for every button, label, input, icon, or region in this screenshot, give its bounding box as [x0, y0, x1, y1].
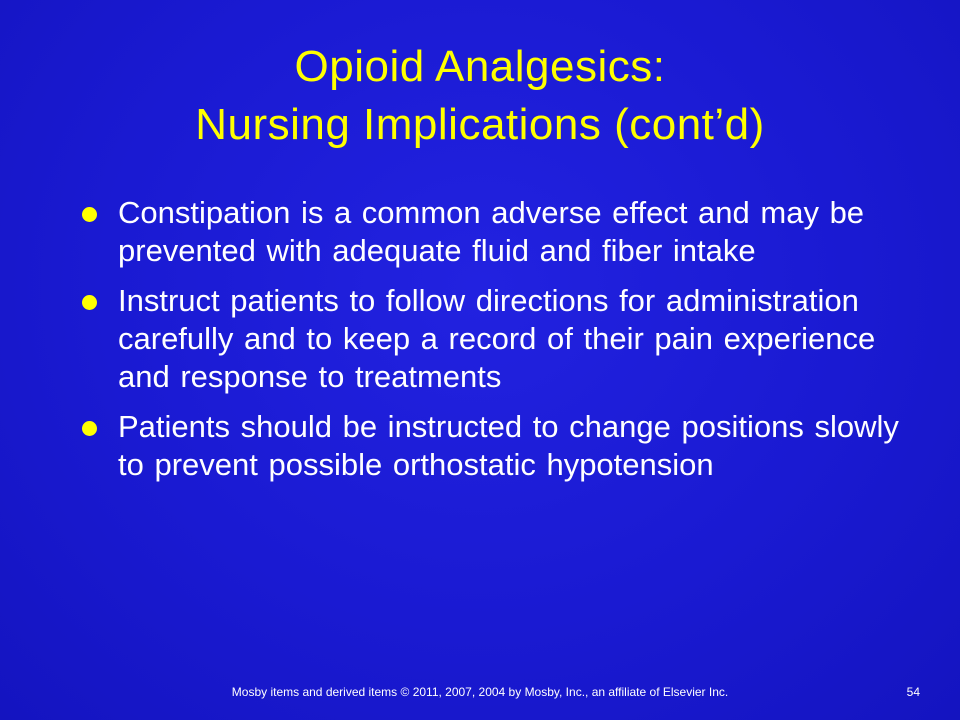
title-line-1: Opioid Analgesics:	[294, 42, 666, 91]
bullet-item	[80, 408, 900, 484]
title-line-2: Nursing Implications (cont’d)	[195, 100, 765, 149]
bullet-dot-icon	[82, 207, 97, 222]
slide-title	[60, 38, 900, 154]
bullet-text: Constipation is a common adverse effect and may be prevented with adequate fluid and fiber intake	[118, 195, 865, 268]
bullet-dot-icon	[82, 295, 97, 310]
bullet-text: Instruct patients to follow directions for administration carefully and to keep a record of their pain experience and response to treatments	[118, 283, 876, 394]
bullet-item	[80, 282, 900, 396]
bullet-item	[80, 194, 900, 270]
page-number: 54	[906, 685, 920, 699]
bullet-list	[80, 194, 900, 496]
copyright-footer: Mosby items and derived items © 2011, 2007, 2004 by Mosby, Inc., an affiliate of Elsevier Inc.	[231, 685, 729, 699]
bullet-dot-icon	[82, 421, 97, 436]
bullet-text: Patients should be instructed to change positions slowly to prevent possible orthostatic hypotension	[118, 409, 899, 482]
